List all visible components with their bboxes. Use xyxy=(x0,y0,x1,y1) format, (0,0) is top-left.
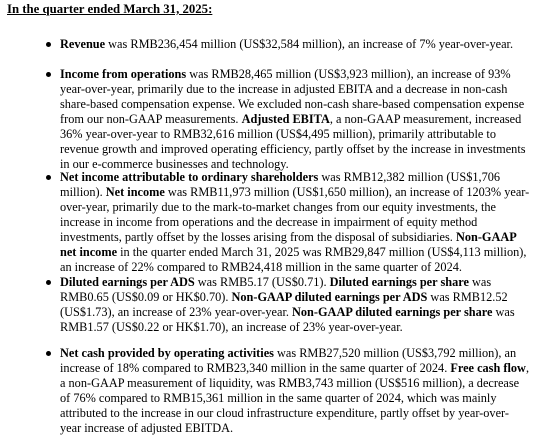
bullet-text xyxy=(60,67,526,171)
bold-term: Revenue xyxy=(60,37,106,51)
body-text: was RMB0.65 (US$0.09 or HK$0.70). xyxy=(60,275,492,304)
bullet-text xyxy=(60,275,515,334)
bullet-dot-icon xyxy=(46,351,51,356)
bullet-dot-icon xyxy=(46,175,51,180)
bold-term: Net income attributable to ordinary shareholders xyxy=(60,170,319,184)
bold-term: Free cash flow xyxy=(450,361,526,375)
bold-term: Non-GAAP diluted earnings per share xyxy=(292,305,493,319)
bullet-item-revenue xyxy=(60,37,530,52)
bullet-item-income-from-operations xyxy=(60,67,530,172)
bold-term: Non-GAAP net income xyxy=(60,230,517,259)
body-text: was RMB27,520 million (US$3,792 million), an increase of 18% compared to RMB23,340 million in the same quarter of 2024. xyxy=(60,346,517,375)
section-heading: In the quarter ended March 31, 2025: xyxy=(7,2,213,16)
bold-term: Adjusted EBITA xyxy=(241,112,330,126)
body-text: in the quarter ended March 31, 2025 was RMB29,847 million (US$4,113 million), an increase of 22% compared to RMB24,418 million in the same quarter of 2024. xyxy=(60,245,527,274)
body-text: was RMB1.57 (US$0.22 or HK$1.70), an increase of 23% year-over-year. xyxy=(60,305,515,334)
bullet-dot-icon xyxy=(46,42,51,47)
bullet-item-cash-flow xyxy=(60,346,530,436)
bullet-dot-icon xyxy=(46,280,51,285)
bullet-text xyxy=(60,346,529,435)
body-text: was RMB11,973 million (US$1,650 million), an increase of 1203% year-over-year, primarily due to the mark-to-market changes from our equity investments, the increase in income from operations and the decrease in impairment of equity method investments, partly offset by the losses arising from the disposal of subsidiaries. xyxy=(60,185,530,244)
body-text: was RMB236,454 million (US$32,584 million), an increase of 7% year-over-year. xyxy=(105,37,514,51)
bold-term: Diluted earnings per share xyxy=(329,275,469,289)
bullet-item-net-income xyxy=(60,170,530,275)
body-text: was RMB12,382 million (US$1,706 million). xyxy=(60,170,501,199)
bullet-item-earnings-per-share xyxy=(60,275,530,335)
bullet-dot-icon xyxy=(46,72,51,77)
body-text: , a non-GAAP measurement, increased 36% year-over-year to RMB32,616 million (US$4,495 million), primarily attributable to revenue growth and improved operating efficiency, partly offset by the increase in investments in our e-commerce businesses and technology. xyxy=(60,112,526,171)
bold-term: Non-GAAP diluted earnings per ADS xyxy=(231,290,428,304)
body-text: was RMB12.52 (US$1.73), an increase of 23% year-over-year. xyxy=(60,290,508,319)
bold-term: Net income xyxy=(105,185,165,199)
bullet-text xyxy=(60,170,529,274)
bullet-text xyxy=(60,37,513,51)
bold-term: Net cash provided by operating activities xyxy=(60,346,274,360)
body-text: , a non-GAAP measurement of liquidity, was RMB3,743 million (US$516 million), a decrease of 76% compared to RMB15,361 million in the same quarter of 2024, which was mainly attributed to the increase in our cloud infrastructure expenditure, partly offset by year-over-year increase of adjusted EBITDA. xyxy=(60,361,530,435)
bold-term: Income from operations xyxy=(60,67,187,81)
bold-term: Diluted earnings per ADS xyxy=(60,275,195,289)
body-text: was RMB5.17 (US$0.71). xyxy=(194,275,330,289)
body-text: was RMB28,465 million (US$3,923 million), an increase of 93% year-over-year, primarily due to the increase in adjusted EBITA and a decrease in non-cash share-based compensation expense. We excluded non-cash share-based compensation expense from our non-GAAP measurements. xyxy=(60,67,525,126)
